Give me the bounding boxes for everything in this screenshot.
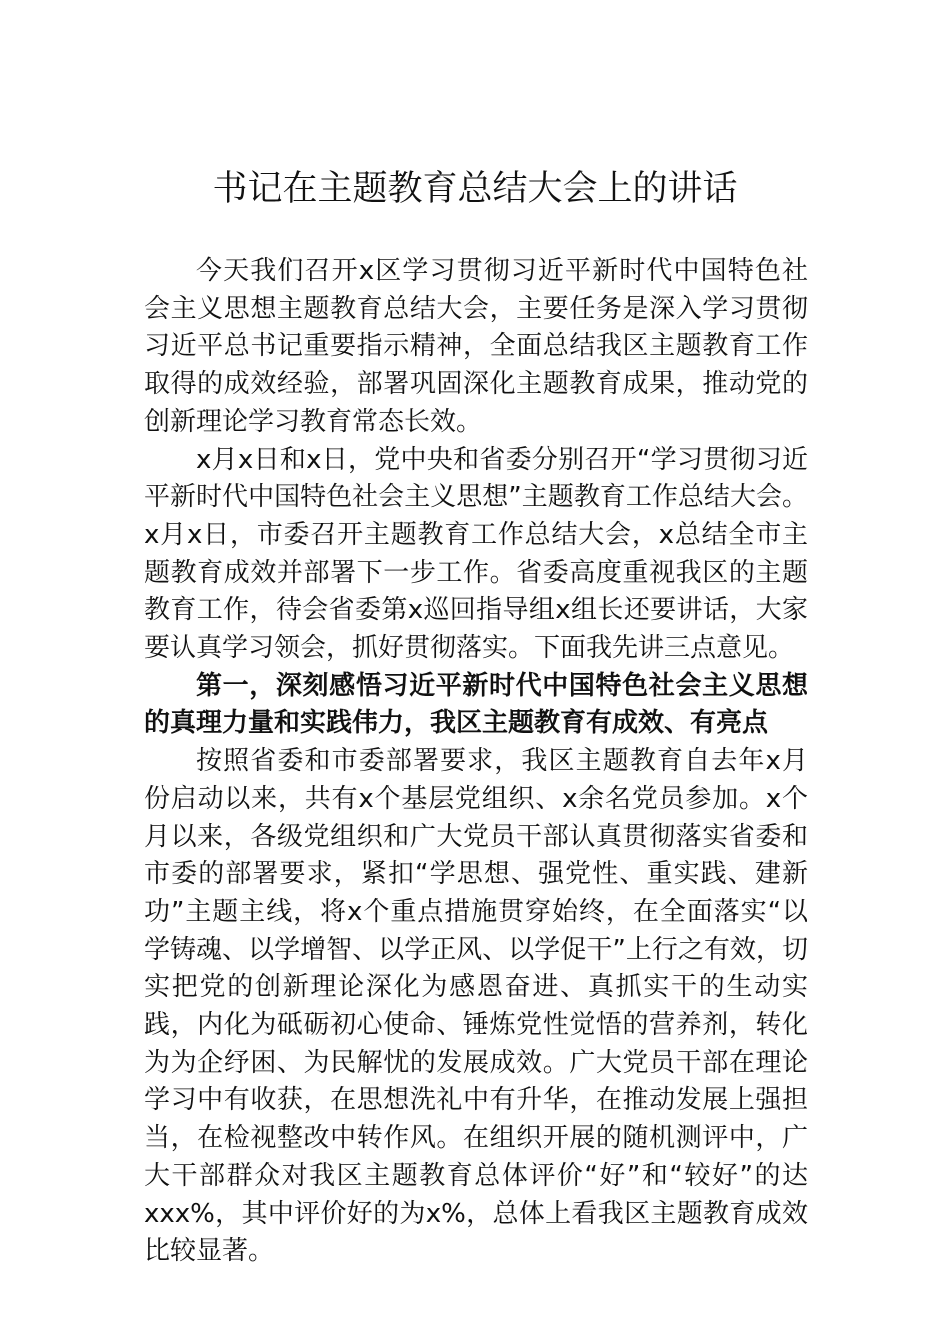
paragraph-background: x月x日和x日，党中央和省委分别召开“学习贯彻习近平新时代中国特色社会主义思想”主题教育工作总结大会。x月x日，市委召开主题教育工作总结大会，x总结全市主题教育成效并部署下一步工作。省委高度重视我区的主题教育工作，待会省委第x巡回指导组x组长还要讲话，大家要认真学习领会，抓好贯彻落实。下面我先讲三点意见。 — [144, 444, 808, 664]
paragraph-achievements: 按照省委和市委部署要求，我区主题教育自去年x月份启动以来，共有x个基层党组织、x余名党员参加。x个月以来，各级党组织和广大党员干部认真贯彻落实省委和市委的部署要求，紧扣“学思想、强党性、重实践、建新功”主题主线，将x个重点措施贯穿始终，在全面落实“以学铸魂、以学增智、以学正风、以学促干”上行之有效，切实把党的创新理论深化为感恩奋进、真抓实干的生动实践，内化为砥砺初心使命、锤炼党性觉悟的营养剂，转化为为企纾困、为民解忧的发展成效。广大党员干部在理论学习中有收获，在思想洗礼中有升华，在推动发展上强担当，在检视整改中转作风。在组织开展的随机测评中，广大干部群众对我区主题教育总体评价“好”和“较好”的达xxx%，其中评价好的为x%，总体上看我区主题教育成效比较显著。 — [144, 746, 808, 1267]
section-heading-first: 第一，深刻感悟习近平新时代中国特色社会主义思想的真理力量和实践伟力，我区主题教育有成效、有亮点 — [144, 670, 808, 739]
paragraph-intro: 今天我们召开x区学习贯彻习近平新时代中国特色社会主义思想主题教育总结大会，主要任务是深入学习贯彻习近平总书记重要指示精神，全面总结我区主题教育工作取得的成效经验，部署巩固深化主题教育成果，推动党的创新理论学习教育常态长效。 — [144, 256, 808, 437]
document-title: 书记在主题教育总结大会上的讲话 — [212, 169, 738, 209]
document-body — [144, 253, 808, 1271]
